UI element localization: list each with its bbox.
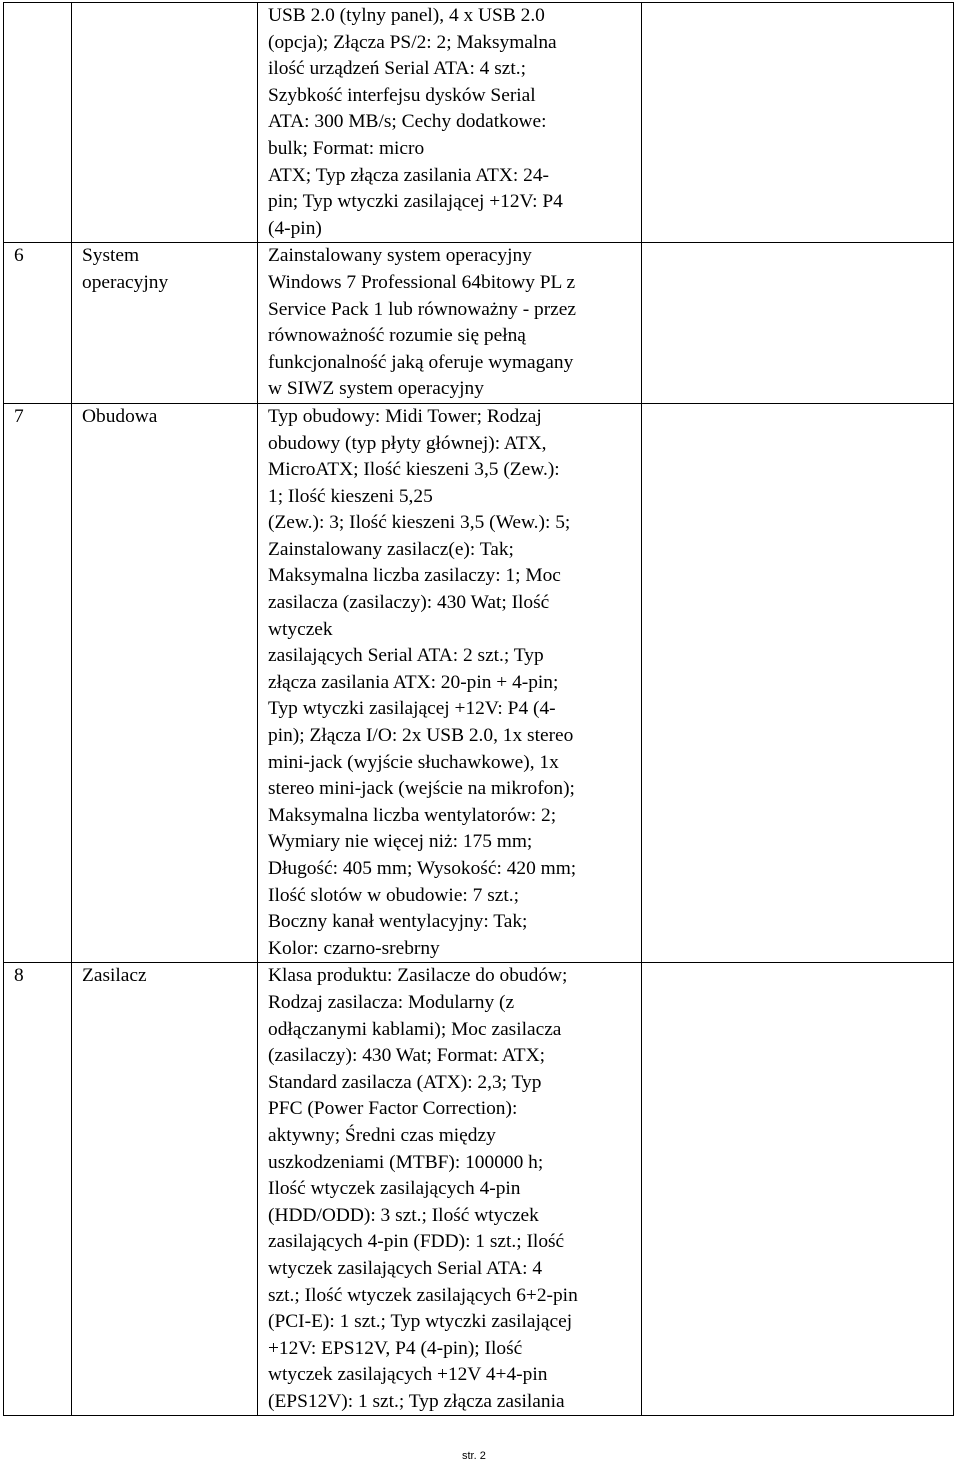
text-line: MicroATX; Ilość kieszeni 3,5 (Zew.): <box>268 459 560 481</box>
row-description <box>258 243 641 403</box>
text-line: odłączanymi kablami); Moc zasilacza <box>268 1018 562 1040</box>
row-name <box>72 404 257 431</box>
text-line: bulk; Format: micro <box>268 137 425 159</box>
text-line: pin; Typ wtyczki zasilającej +12V: P4 <box>268 191 563 213</box>
text-line: (PCI-E): 1 szt.; Typ wtyczki zasilającej <box>268 1311 573 1333</box>
text-line: stereo mini-jack (wejście na mikrofon); <box>268 778 575 800</box>
text-line: zasilacza (zasilaczy): 430 Wat; Ilość <box>268 592 550 614</box>
row-name-cell <box>72 3 258 243</box>
row-description <box>258 963 641 1415</box>
text-line: Ilość slotów w obudowie: 7 szt.; <box>268 884 519 906</box>
text-line: w SIWZ system operacyjny <box>268 378 484 400</box>
text-line: Service Pack 1 lub równoważny - przez <box>268 298 576 320</box>
text-line: (zasilaczy): 430 Wat; Format: ATX; <box>268 1045 546 1067</box>
text-line: mini-jack (wyjście słuchawkowe), 1x <box>268 751 559 773</box>
row-name-cell <box>72 403 258 962</box>
text-line: Klasa produktu: Zasilacze do obudów; <box>268 965 568 987</box>
row-description-cell <box>258 403 642 962</box>
row-extra-cell <box>642 243 954 404</box>
text-line: Rodzaj zasilacza: Modularny (z <box>268 991 515 1013</box>
specification-table-body <box>4 3 954 1416</box>
text-line: szt.; Ilość wtyczek zasilających 6+2-pin <box>268 1284 578 1306</box>
text-line: pin); Złącza I/O: 2x USB 2.0, 1x stereo <box>268 725 574 747</box>
table-row <box>4 963 954 1416</box>
row-description-cell <box>258 963 642 1416</box>
text-line: ilość urządzeń Serial ATA: 4 szt.; <box>268 58 526 80</box>
text-line: Maksymalna liczba zasilaczy: 1; Moc <box>268 565 561 587</box>
text-line: uszkodzeniami (MTBF): 100000 h; <box>268 1151 544 1173</box>
text-line: Obudowa <box>82 405 158 427</box>
text-line: wtyczek zasilających Serial ATA: 4 <box>268 1257 543 1279</box>
text-line: funkcjonalność jaką oferuje wymagany <box>268 351 574 373</box>
text-line: aktywny; Średni czas między <box>268 1124 496 1146</box>
row-name-cell <box>72 243 258 404</box>
row-name <box>72 243 257 296</box>
text-line: (opcja); Złącza PS/2: 2; Maksymalna <box>268 31 557 53</box>
row-description-cell <box>258 243 642 404</box>
text-line: zasilających 4-pin (FDD): 1 szt.; Ilość <box>268 1231 565 1253</box>
row-name <box>72 963 257 990</box>
text-line: Typ wtyczki zasilającej +12V: P4 (4- <box>268 698 556 720</box>
text-line: PFC (Power Factor Correction): <box>268 1098 518 1120</box>
text-line: ATA: 300 MB/s; Cechy dodatkowe: <box>268 111 547 133</box>
text-line: (4-pin) <box>268 217 322 239</box>
row-extra-cell <box>642 963 954 1416</box>
text-line: Długość: 405 mm; Wysokość: 420 mm; <box>268 858 577 879</box>
text-line: 1; Ilość kieszeni 5,25 <box>268 485 433 507</box>
text-line: Windows 7 Professional 64bitowy PL z <box>268 271 576 293</box>
text-line: Ilość wtyczek zasilających 4-pin <box>268 1178 521 1200</box>
text-line: Zainstalowany zasilacz(e): Tak; <box>268 538 514 560</box>
row-description-cell <box>258 3 642 243</box>
row-description <box>258 3 641 242</box>
row-number-cell <box>4 963 72 1416</box>
text-line: Szybkość interfejsu dysków Serial <box>268 84 536 106</box>
text-line: Maksymalna liczba wentylatorów: 2; <box>268 804 557 826</box>
row-name-cell <box>72 963 258 1416</box>
row-number-cell <box>4 3 72 243</box>
row-description <box>258 404 641 962</box>
text-line: System <box>82 245 140 267</box>
text-line: obudowy (typ płyty głównej): ATX, <box>268 432 547 454</box>
table-row <box>4 403 954 962</box>
text-line: USB 2.0 (tylny panel), 4 x USB 2.0 <box>268 5 545 26</box>
specification-table <box>3 2 954 1416</box>
text-line: Kolor: czarno-srebrny <box>268 937 440 959</box>
text-line: Zainstalowany system operacyjny <box>268 245 532 267</box>
text-line: (HDD/ODD): 3 szt.; Ilość wtyczek <box>268 1204 539 1226</box>
row-number: 7 <box>14 405 24 427</box>
row-number: 8 <box>14 965 24 987</box>
text-line: operacyjny <box>82 271 169 293</box>
row-number-cell <box>4 243 72 404</box>
text-line: równoważność rozumie się pełną <box>268 325 526 347</box>
text-line: Standard zasilacza (ATX): 2,3; Typ <box>268 1071 542 1093</box>
page-number: str. 2 <box>462 1450 486 1462</box>
row-extra-cell <box>642 3 954 243</box>
text-line: zasilających Serial ATA: 2 szt.; Typ <box>268 645 544 667</box>
text-line: (Zew.): 3; Ilość kieszeni 3,5 (Wew.): 5; <box>268 512 571 534</box>
text-line: wtyczek zasilających +12V 4+4-pin <box>268 1364 548 1386</box>
text-line: (EPS12V): 1 szt.; Typ złącza zasilania <box>268 1390 565 1412</box>
table-row <box>4 3 954 243</box>
text-line: +12V: EPS12V, P4 (4-pin); Ilość <box>268 1337 523 1359</box>
text-line: ATX; Typ złącza zasilania ATX: 24- <box>268 164 549 186</box>
text-line: Zasilacz <box>82 965 147 987</box>
text-line: Boczny kanał wentylacyjny: Tak; <box>268 911 528 933</box>
text-line: Wymiary nie więcej niż: 175 mm; <box>268 831 533 853</box>
row-number-cell <box>4 403 72 962</box>
text-line: złącza zasilania ATX: 20-pin + 4-pin; <box>268 671 559 693</box>
text-line: Typ obudowy: Midi Tower; Rodzaj <box>268 405 542 427</box>
row-number: 6 <box>14 245 24 267</box>
table-row <box>4 243 954 404</box>
text-line: wtyczek <box>268 618 333 640</box>
row-extra-cell <box>642 403 954 962</box>
